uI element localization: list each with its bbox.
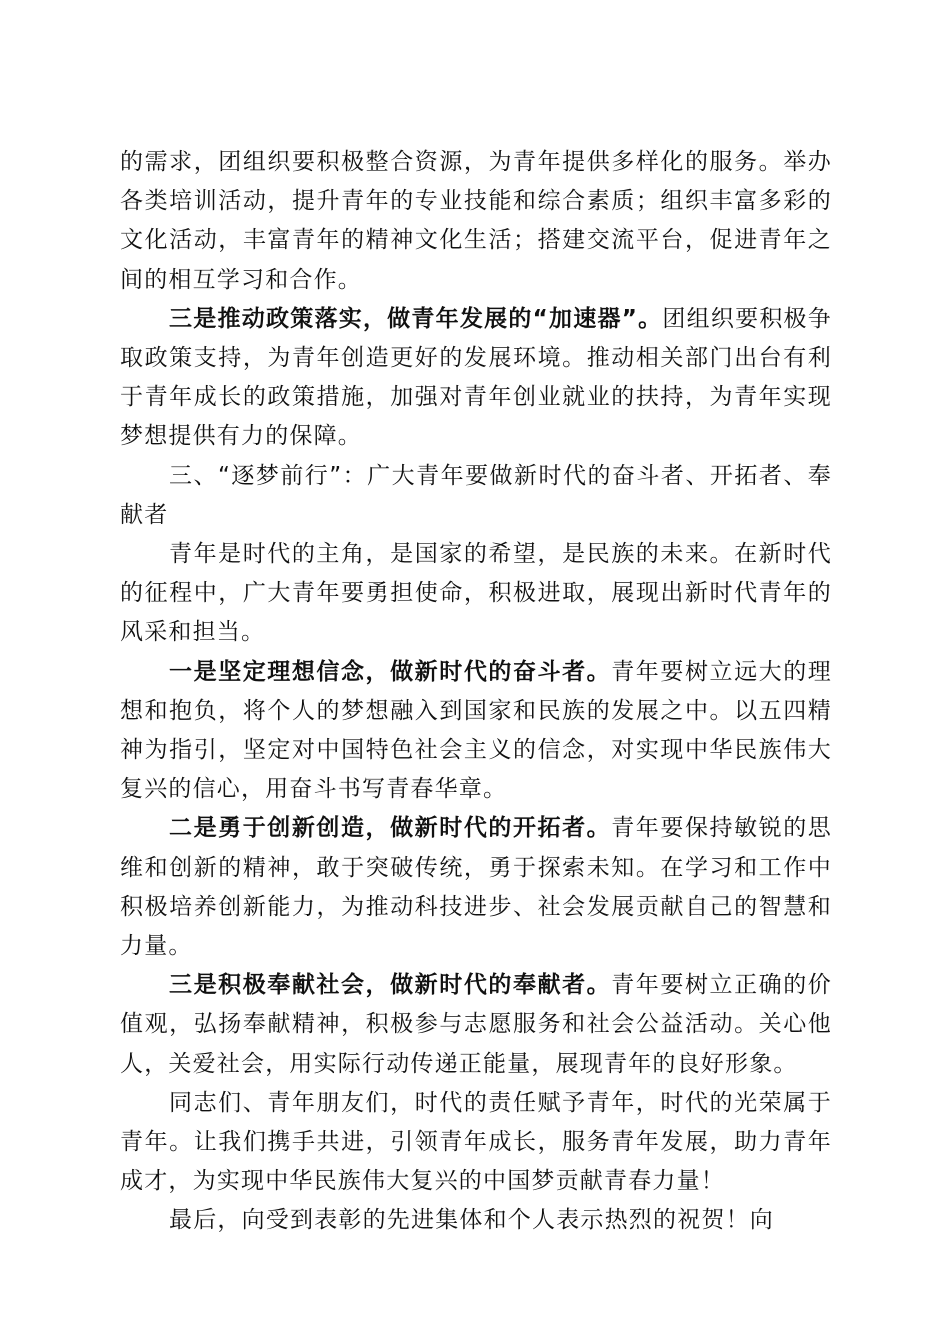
- paragraph-lead-bold: 三是积极奉献社会，做新时代的奉献者。: [169, 972, 612, 999]
- paragraph-lead-bold: 三是推动政策落实，做青年发展的“加速器”。: [169, 305, 663, 332]
- paragraph-text: 团组织要积极争取政策支持，为青年创造更好的发展环境。推动相关部门出台有利于青年成长的政策措施，加强对青年创业就业的扶持，为青年实现梦想提供有力的保障。: [120, 305, 833, 450]
- paragraph-youth-intro: [120, 535, 832, 653]
- paragraph-text: 最后，向受到表彰的先进集体和个人表示热烈的祝贺！向: [169, 1207, 774, 1234]
- paragraph-final: [120, 1201, 832, 1240]
- paragraph-text: 青年要树立远大的理想和抱负，将个人的梦想融入到国家和民族的发展之中。以五四精神为指引，坚定对中国特色社会主义的信念，对实现中华民族伟大复兴的信心，用奋斗书写青春华章。: [120, 658, 832, 803]
- document-body: [120, 143, 832, 1241]
- paragraph-text: 青年要树立正确的价值观，弘扬奉献精神，积极参与志愿服务和社会公益活动。关心他人，关爱社会，用实际行动传递正能量，展现青年的良好形象。: [120, 972, 832, 1077]
- paragraph-continuation: [120, 143, 832, 300]
- paragraph-lead-bold: 二是勇于创新创造，做新时代的开拓者。: [169, 815, 612, 842]
- paragraph-text: 青年是时代的主角，是国家的希望，是民族的未来。在新时代的征程中，广大青年要勇担使命，积极进取，展现出新时代青年的风采和担当。: [120, 541, 832, 646]
- paragraph-lead-bold: 一是坚定理想信念，做新时代的奋斗者。: [169, 658, 612, 685]
- paragraph-pioneer: [120, 809, 832, 966]
- paragraph-striver: [120, 653, 832, 810]
- paragraph-text: 同志们、青年朋友们，时代的责任赋予青年，时代的光荣属于青年。让我们携手共进，引领青年成长，服务青年发展，助力青年成才，为实现中华民族伟大复兴的中国梦贡献青春力量！: [120, 1089, 832, 1195]
- paragraph-text: 的需求，团组织要积极整合资源，为青年提供多样化的服务。举办各类培训活动，提升青年的专业技能和综合素质；组织丰富多彩的文化活动，丰富青年的精神文化生活；搭建交流平台，促进青年之间的相互学习和合作。: [120, 149, 832, 293]
- paragraph-contributor: [120, 966, 832, 1084]
- paragraph-text: 青年要保持敏锐的思维和创新的精神，敢于突破传统，勇于探索未知。在学习和工作中积极培养创新能力，为推动科技进步、社会发展贡献自己的智慧和力量。: [120, 815, 832, 960]
- paragraph-closing-call: [120, 1084, 832, 1202]
- paragraph-policy-accelerator: [120, 300, 832, 457]
- section-heading-text: 三、“逐梦前行”：广大青年要做新时代的奋斗者、开拓者、奉献者: [120, 462, 832, 528]
- section-heading-three: [120, 457, 832, 535]
